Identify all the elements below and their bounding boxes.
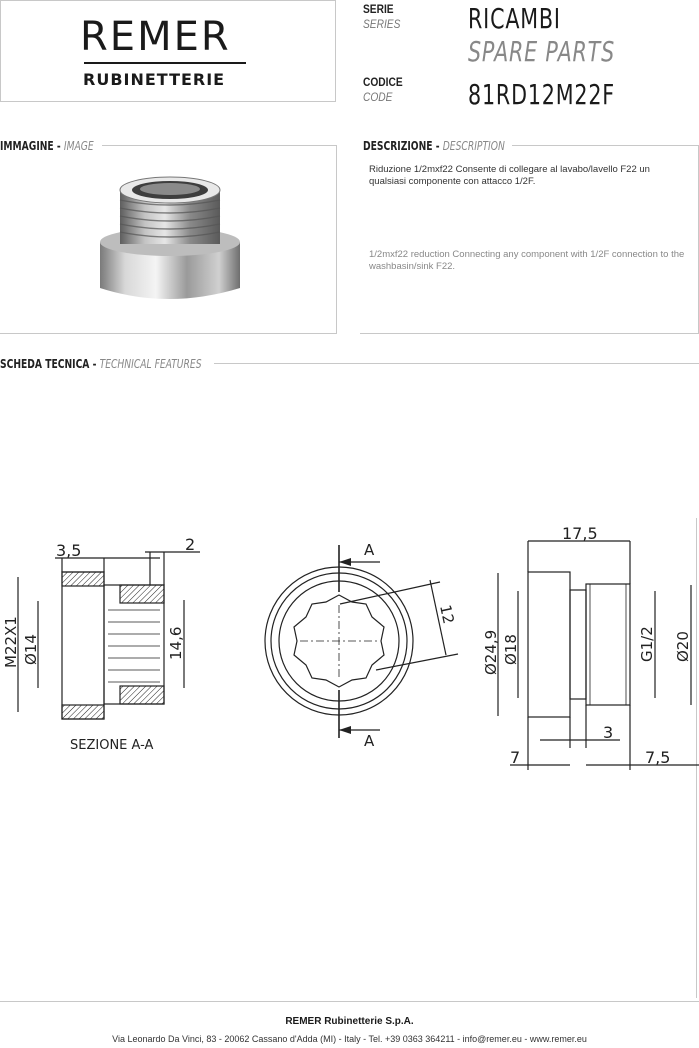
footer-divider: [0, 1001, 699, 1002]
dim-bore-14: Ø14: [22, 634, 40, 665]
code-label: CODICE: [363, 75, 403, 89]
dim-18: Ø18: [502, 634, 520, 665]
brand-subtitle: RUBINETTERIE: [83, 70, 226, 89]
brand-logo: REMER: [80, 14, 231, 60]
image-section-label: IMMAGINE -: [0, 139, 64, 153]
dim-20: Ø20: [674, 631, 692, 662]
footer-company: REMER Rubinetterie S.p.A.: [285, 1016, 414, 1027]
technical-section-label-en: TECHNICAL FEATURES: [99, 357, 202, 371]
product-code: 81RD12M22F: [468, 78, 616, 111]
section-caption: SEZIONE A-A: [70, 738, 154, 753]
dim-14-6: 14,6: [167, 626, 185, 660]
series-label: SERIE: [363, 2, 394, 16]
logo-divider: [84, 62, 246, 64]
description-text-it: Riduzione 1/2mxf22 Consente di collegare al lavabo/lavello F22 un qualsiasi componente con attacco 1/2F.: [369, 164, 650, 187]
description-text-en: 1/2mxf22 reduction Connecting any component with 1/2F connection to the washbasin/sink F22.: [369, 249, 685, 272]
dim-2: 2: [185, 535, 196, 554]
dim-3-5: 3,5: [56, 541, 82, 560]
technical-section-title: [0, 357, 202, 371]
side-view: [498, 541, 699, 770]
series-label-en: SERIES: [363, 17, 401, 31]
code-label-en: CODE: [363, 90, 393, 104]
product-photo: [70, 162, 270, 314]
front-view: [265, 545, 458, 738]
technical-section-rule: [214, 363, 699, 364]
dim-m22x1: M22X1: [2, 616, 20, 668]
description-section-label-en: DESCRIPTION: [442, 139, 505, 153]
dim-24-9: Ø24,9: [482, 629, 500, 675]
dim-7: 7: [510, 748, 521, 767]
technical-section-label: SCHEDA TECNICA -: [0, 357, 100, 371]
image-section-label-en: IMAGE: [63, 139, 94, 153]
series-value-en: SPARE PARTS: [468, 35, 616, 68]
footer-address: Via Leonardo Da Vinci, 83 - 20062 Cassano d'Adda (MI) - Italy - Tel. +39 0363 364211 - info@remer.eu - www.remer.eu: [112, 1034, 587, 1044]
dim-3: 3: [603, 723, 614, 742]
section-marker-top: A: [364, 541, 375, 559]
dim-7-5: 7,5: [645, 748, 671, 767]
section-marker-bottom: A: [364, 732, 375, 750]
series-value: RICAMBI: [468, 2, 561, 35]
technical-drawing: [0, 520, 699, 780]
dim-17-5: 17,5: [562, 524, 598, 543]
description-section-label: DESCRIZIONE -: [363, 139, 443, 153]
dim-hex-12: 12: [436, 603, 458, 626]
dim-g1-2: G1/2: [638, 626, 656, 662]
